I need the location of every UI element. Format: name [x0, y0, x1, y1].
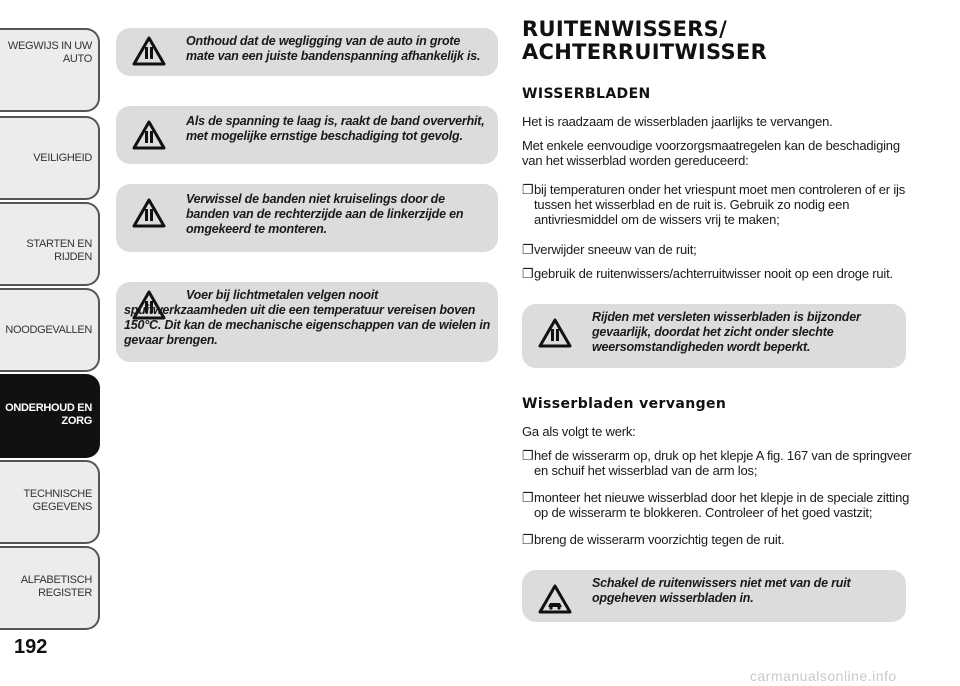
paragraph: Het is raadzaam de wisserbladen jaarlijks te vervangen.: [522, 114, 833, 129]
chapter-tabs: [0, 28, 100, 634]
page-number: 192: [14, 636, 48, 658]
list-item: ❐ gebruik de ruitenwissers/achterruitwisser nooit op een droge ruit.: [522, 266, 893, 281]
subheading-vervangen: Wisserbladen vervangen: [522, 396, 727, 412]
tab-starten[interactable]: STARTEN EN RIJDEN: [0, 202, 100, 286]
tab-noodgevallen[interactable]: NOODGEVALLEN: [0, 288, 100, 372]
tab-onderhoud[interactable]: ONDERHOUD EN ZORG: [0, 374, 100, 458]
warning-box: Voer bij lichtmetalen velgen nooit spuitwerkzaamheden uit die een temperatuur vereisen boven 150°C. Dit kan de mechanische eigenschappen van de wielen in gevaar brengen.: [116, 282, 498, 362]
warning-box: Rijden met versleten wisserbladen is bijzonder gevaarlijk, doordat het zicht onder slechte weersomstandigheden wordt beperkt.: [522, 304, 906, 368]
checkbox-bullet-icon: ❐: [522, 532, 534, 547]
list-item: ❐ monteer het nieuwe wisserblad door het klepje in de speciale zitting op de wisserarm te blokkeren. Controleer of het goed vastzit;: [522, 490, 910, 520]
checkbox-bullet-icon: ❐: [522, 490, 534, 505]
section-title: RUITENWISSERS/ ACHTERRUITWISSER: [522, 17, 768, 64]
checkbox-bullet-icon: ❐: [522, 266, 534, 281]
warning-triangle-icon: [132, 120, 166, 150]
tab-wegwijs[interactable]: WEGWIJS IN UW AUTO: [0, 28, 100, 112]
paragraph: Ga als volgt te werk:: [522, 424, 636, 439]
list-item: ❐ breng de wisserarm voorzichtig tegen de ruit.: [522, 532, 785, 547]
list-item: ❐ bij temperaturen onder het vriespunt moet men controleren of er ijs tussen het wisserblad en de ruit is. Gebruik zo nodig een antivriesmiddel om de wissers vrij te maken;: [522, 182, 906, 227]
checkbox-bullet-icon: ❐: [522, 182, 534, 197]
checkbox-bullet-icon: ❐: [522, 448, 534, 463]
list-item: ❐ verwijder sneeuw van de ruit;: [522, 242, 697, 257]
warning-triangle-icon: [538, 318, 572, 348]
tab-technische[interactable]: TECHNISCHE GEGEVENS: [0, 460, 100, 544]
subheading-wisserbladen: WISSERBLADEN: [522, 86, 651, 102]
warning-box: Als de spanning te laag is, raakt de band oververhit, met mogelijke ernstige beschadiging tot gevolg.: [116, 106, 498, 164]
paragraph: Met enkele eenvoudige voorzorgsmaatregelen kan de beschadiging van het wisserblad worden gereduceerd:: [522, 138, 900, 168]
list-item: ❐ hef de wisserarm op, druk op het klepje A fig. 167 van de springveer en schuif het wisserblad van de arm los;: [522, 448, 912, 478]
warning-box: Schakel de ruitenwissers niet met van de ruit opgeheven wisserbladen in.: [522, 570, 906, 622]
tab-veiligheid[interactable]: VEILIGHEID: [0, 116, 100, 200]
warning-triangle-icon: [132, 36, 166, 66]
warning-triangle-icon: [132, 198, 166, 228]
warning-box: Onthoud dat de wegligging van de auto in grote mate van een juiste bandenspanning afhankelijk is.: [116, 28, 498, 76]
watermark: carmanualsonline.info: [750, 668, 897, 684]
warning-box: Verwissel de banden niet kruiselings door de banden van de rechterzijde aan de linkerzijde en omgekeerd te monteren.: [116, 184, 498, 252]
vehicle-warning-triangle-icon: [538, 584, 572, 614]
checkbox-bullet-icon: ❐: [522, 242, 534, 257]
tab-register[interactable]: ALFABETISCH REGISTER: [0, 546, 100, 630]
